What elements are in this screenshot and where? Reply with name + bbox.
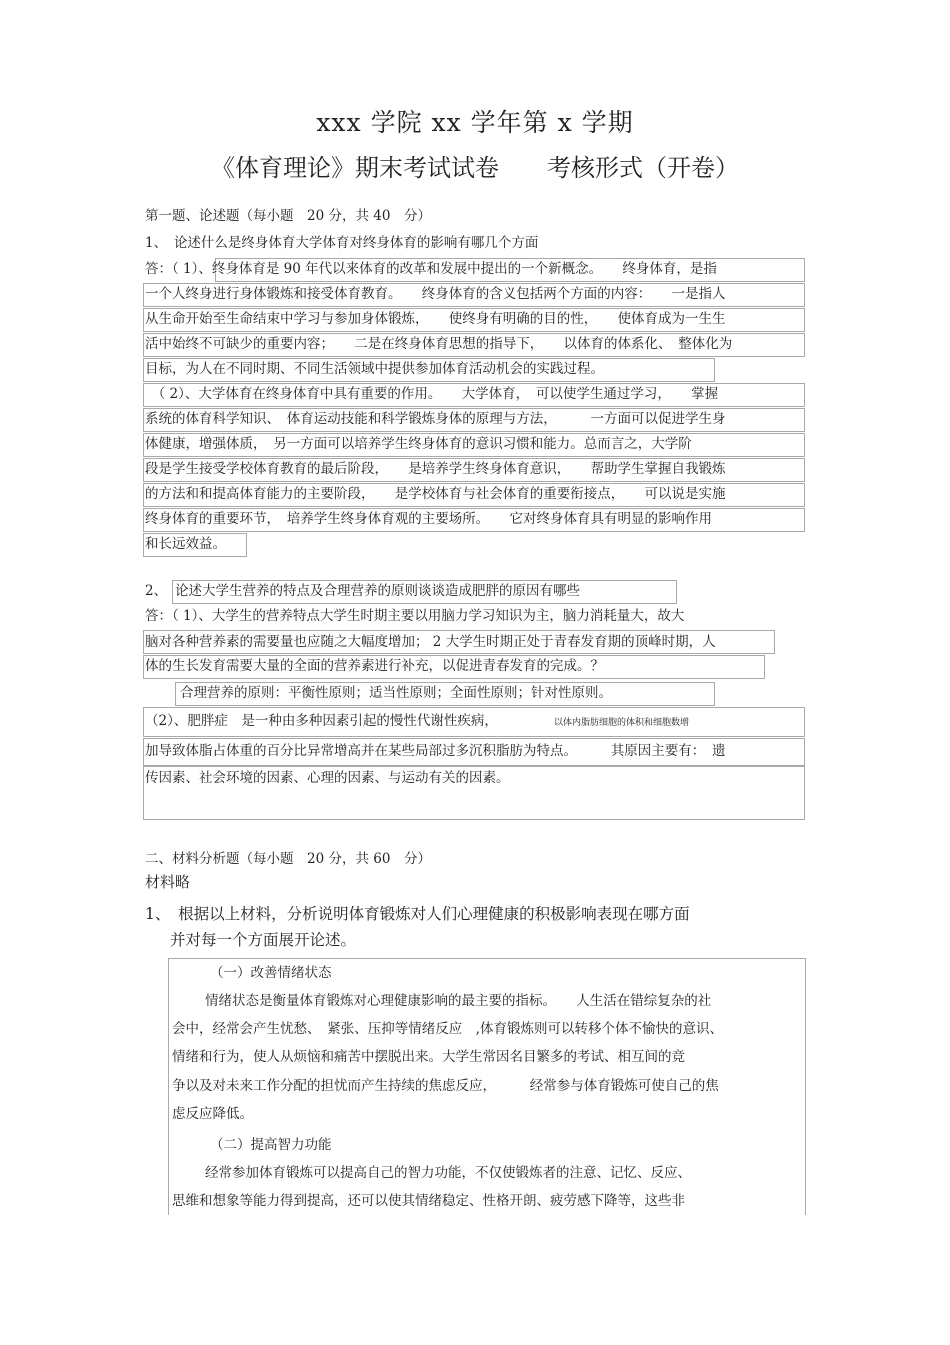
q1-answer-line: （ 2）、大学体育在终身体育中具有重要的作用。 大学体育， 可以使学生通过学习， 掌握 <box>145 386 719 402</box>
q1-answer-line: 系统的体育科学知识、 体育运动技能和科学锻炼身体的原理与方法， 一方面可以促进学生身 <box>145 411 726 427</box>
q2-answer-line: 体的生长发育需要大量的全面的营养素进行补充，以促进青春发育的完成。？ <box>145 658 604 674</box>
q1-answer-line: 段是学生接受学校体育教育的最后阶段， 是培养学生终身体育意识， 帮助学生掌握自我锻炼 <box>145 461 726 477</box>
q2-answer-line: 答：（ 1）、大学生的营养特点大学生时期主要以用脑力学习知识为主，脑力消耗量大，故大 <box>145 608 685 624</box>
s2-answer-line: 情绪和行为，使人从烦恼和痛苦中摆脱出来。大学生常因名目繁多的考试、相互间的竞 <box>172 1049 685 1065</box>
q2-answer-line: （2）、肥胖症 是一种由多种因素引起的慢性代谢性疾病， <box>145 713 498 729</box>
s2-answer-line: 争以及对未来工作分配的担忧而产生持续的焦虑反应， 经常参与体育锻炼可使自己的焦 <box>172 1078 719 1094</box>
q2-number: 2、 <box>145 583 168 599</box>
q1-answer-line: 从生命开始至生命结束中学习与参加身体锻炼， 使终身有明确的目的性， 使体育成为一生生 <box>145 311 726 327</box>
s2-subheading: （一）改善情绪状态 <box>210 965 332 981</box>
q1-answer-line: 活中始终不可缺少的重要内容； 二是在终身体育思想的指导下， 以体育的体系化、 整体化为 <box>145 336 733 352</box>
s2-answer-line: 经常参加体育锻炼可以提高自己的智力功能，不仅使锻炼者的注意、记忆、反应、 <box>205 1165 691 1181</box>
s2-q1-line2: 并对每一个方面展开论述。 <box>170 931 357 949</box>
q1-answer-line: 一个人终身进行身体锻炼和接受体育教育。 终身体育的含义包括两个方面的内容： 一是指人 <box>145 286 726 302</box>
q1-answer-line: 终身体育的重要环节， 培养学生终身体育观的主要场所。 它对终身体育具有明显的影响作用 <box>145 511 712 527</box>
q1-answer-line: 体健康，增强体质， 另一方面可以培养学生终身体育的意识习惯和能力。总而言之，大学阶 <box>145 436 692 452</box>
s2-answer-line: 虑反应降低。 <box>172 1106 253 1122</box>
q1-answer-line: 答：（ 1）、终身体育是 90 年代以来体育的改革和发展中提出的一个新概念。 终身体育，是指 <box>145 261 717 277</box>
q2-question: 论述大学生营养的特点及合理营养的原则谈谈造成肥胖的原因有哪些 <box>175 583 580 599</box>
s2-q1-line1: 1、 根据以上材料，分析说明体育锻炼对人们心理健康的积极影响表现在哪方面 <box>145 905 690 923</box>
s2-subheading: （二）提高智力功能 <box>210 1137 332 1153</box>
q2-answer-small-note: 以体内脂肪细胞的体积和细胞数增 <box>554 718 690 728</box>
exam-title-line1: xxx 学院 xx 学年第 x 学期 <box>316 108 634 137</box>
q1-answer-line: 目标，为人在不同时期、不同生活领域中提供参加体育活动机会的实践过程。 <box>145 361 604 377</box>
s2-answer-line: 情绪状态是衡量体育锻炼对心理健康影响的最主要的指标。 人生活在错综复杂的社 <box>205 993 712 1009</box>
q1-question: 1、 论述什么是终身体育大学体育对终身体育的影响有哪几个方面 <box>145 235 539 251</box>
section2-heading: 二、材料分析题（每小题 20 分，共 60 分） <box>145 851 431 867</box>
q1-answer-line: 的方法和和提高体育能力的主要阶段， 是学校体育与社会体育的重要衔接点， 可以说是实施 <box>145 486 726 502</box>
q2-answer-line: 脑对各种营养素的需要量也应随之大幅度增加； 2 大学生时期正处于青春发育期的顶峰时期，人 <box>145 634 716 650</box>
section1-heading: 第一题、论述题（每小题 20 分，共 40 分） <box>145 208 431 224</box>
q2-answer-line: 合理营养的原则：平衡性原则；适当性原则；全面性原则；针对性原则。 <box>180 685 612 701</box>
material-note: 材料略 <box>145 873 191 891</box>
s2-answer-line: 会中，经常会产生忧愁、 紧张、压抑等情绪反应 ,体育锻炼则可以转移个体不愉快的意识、 <box>172 1021 724 1037</box>
s2-answer-line: 思维和想象等能力得到提高，还可以使其情绪稳定、性格开朗、疲劳感下降等，这些非 <box>172 1193 685 1209</box>
q1-answer-line: 和长远效益。 <box>145 536 226 552</box>
q2-answer-line: 加导致体脂占体重的百分比异常增高并在某些局部过多沉积脂肪为特点。 其原因主要有： 遗 <box>145 743 726 759</box>
q2-answer-line: 传因素、社会环境的因素、心理的因素、与运动有关的因素。 <box>145 770 510 786</box>
exam-title-line2: 《体育理论》期末考试试卷 考核形式（开卷） <box>211 154 739 182</box>
